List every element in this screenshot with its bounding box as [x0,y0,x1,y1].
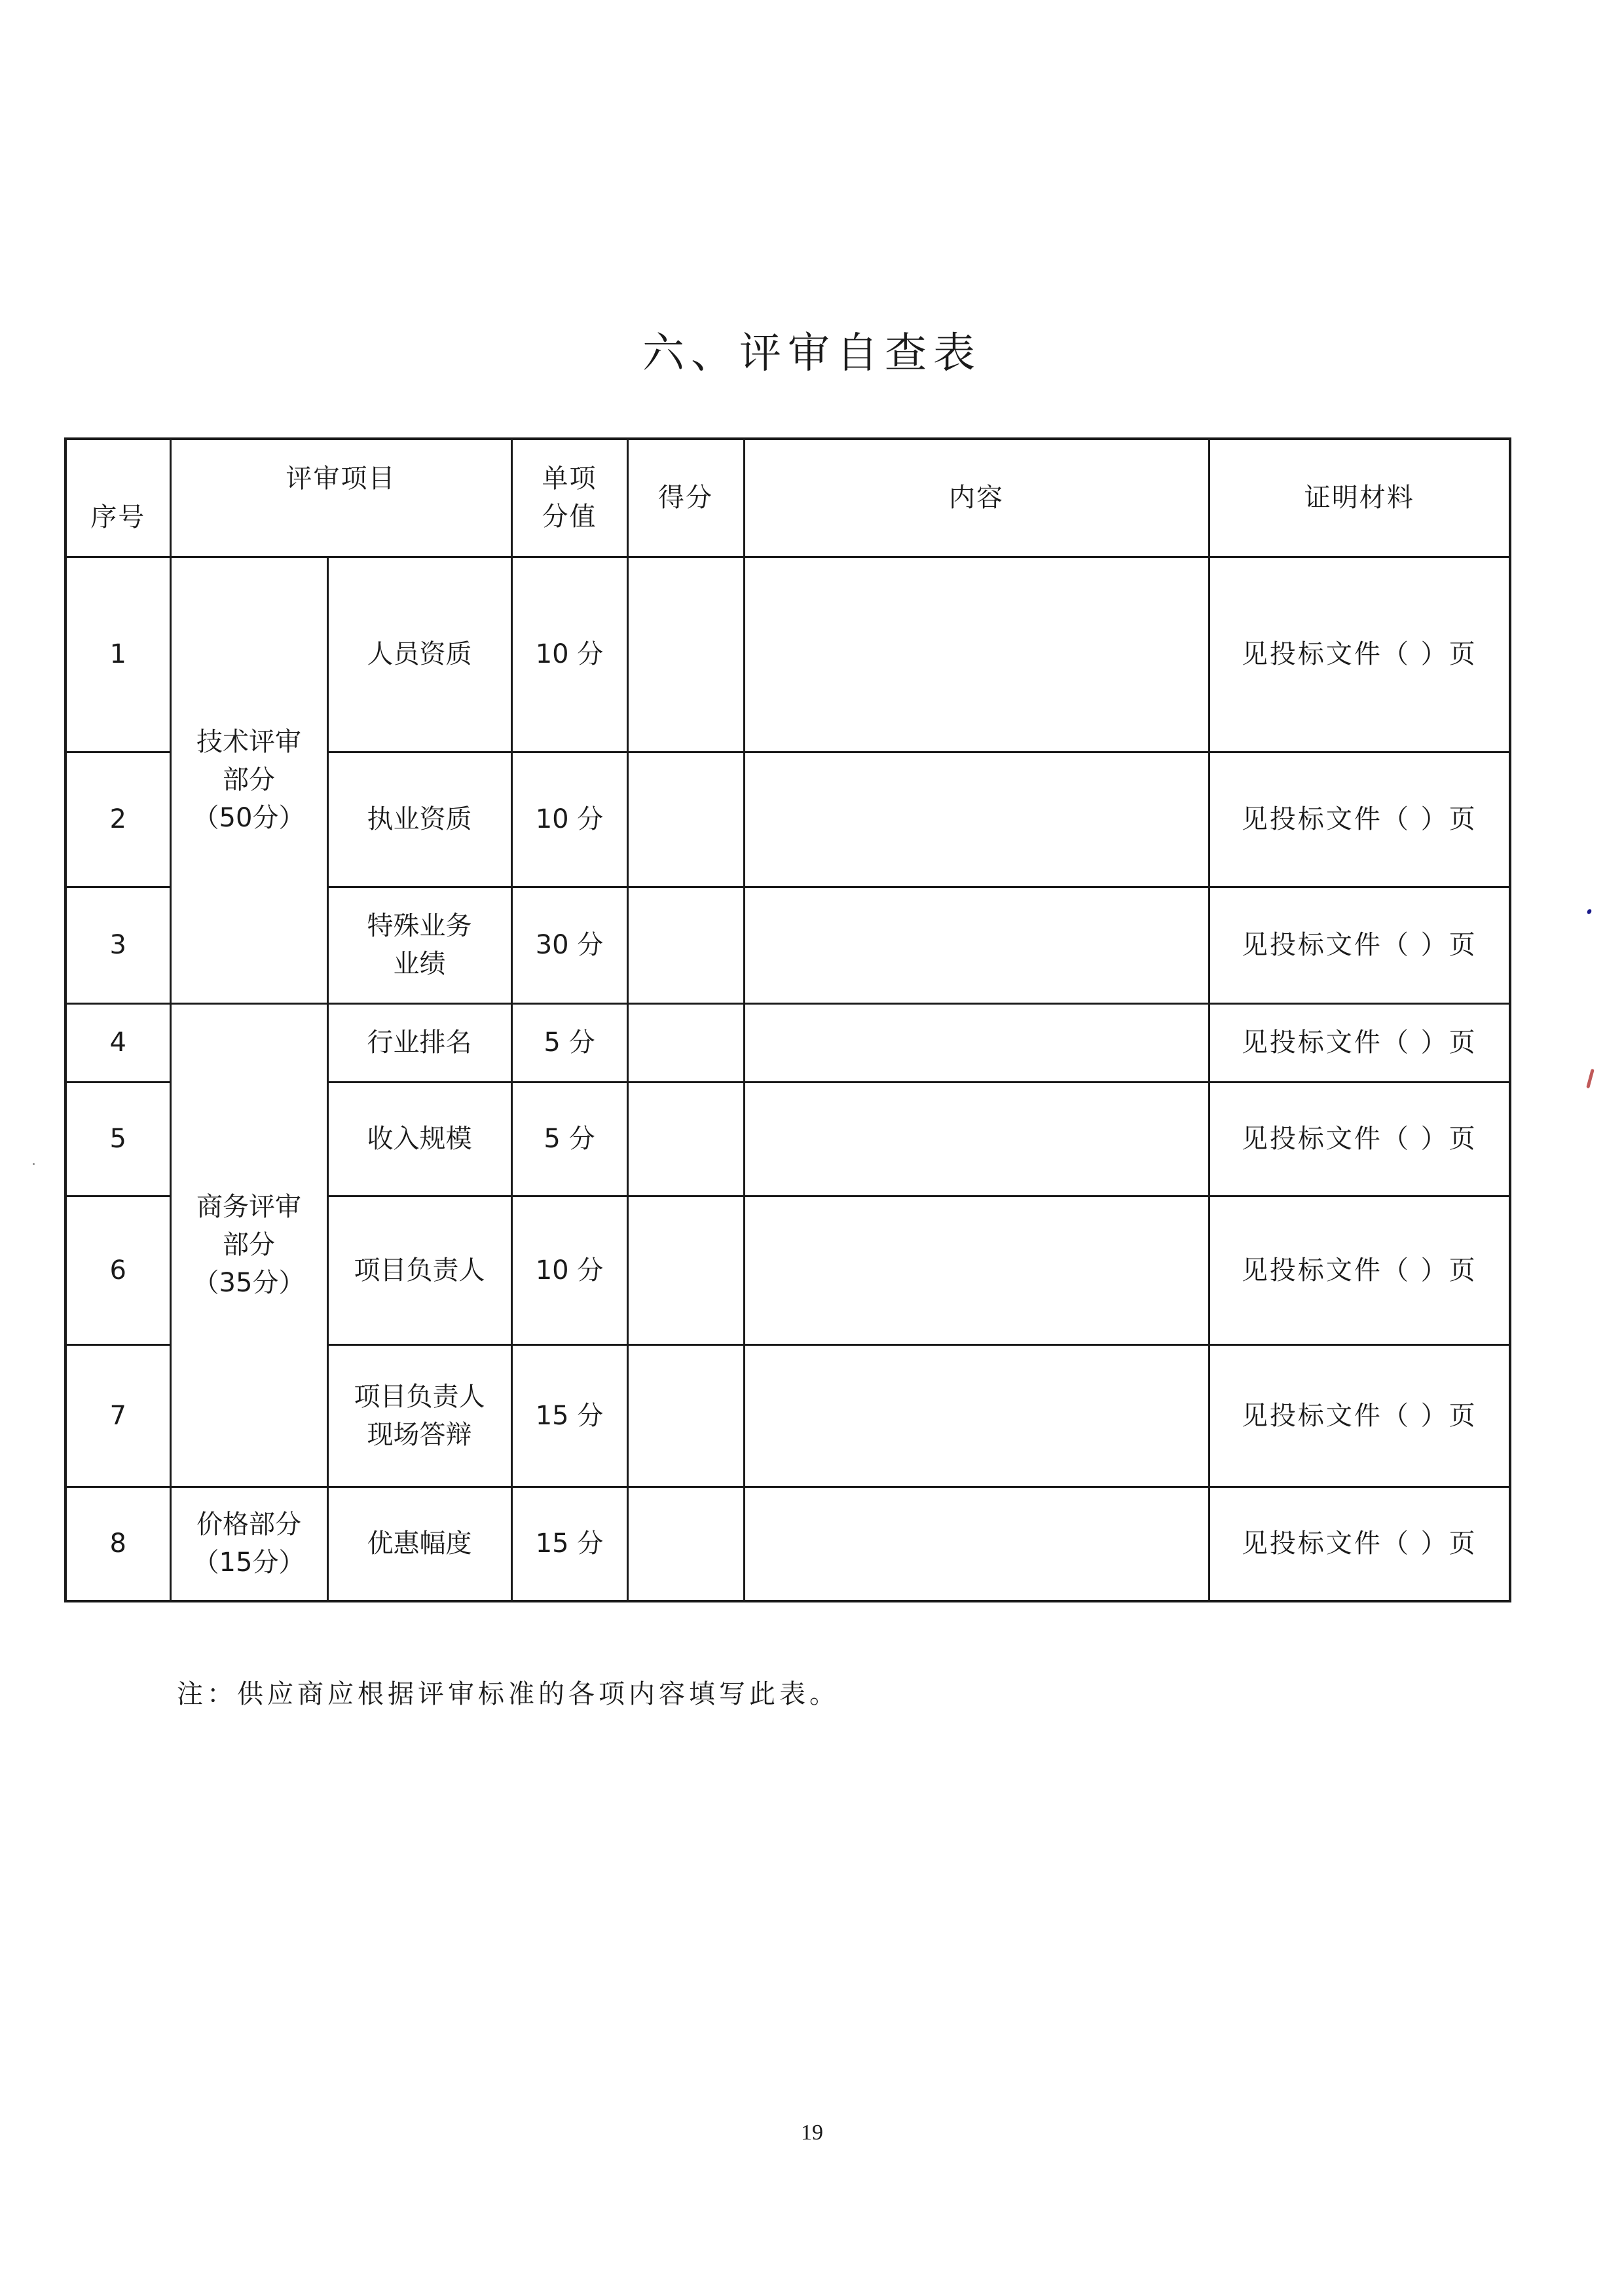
group-label-line2: 部分 [223,1230,275,1260]
row-seq: 6 [65,1196,170,1344]
group-business [170,1003,327,1487]
row-score-field[interactable] [627,887,744,1003]
row-content-field[interactable] [744,1487,1209,1601]
review-self-check-table [64,437,1511,1602]
row-unit-score: 10 分 [511,557,627,752]
row-unit-score: 5 分 [511,1082,627,1196]
row-seq: 5 [65,1082,170,1196]
group-price [170,1487,327,1601]
row-content-field[interactable] [744,752,1209,887]
row-unit-score: 15 分 [511,1487,627,1601]
row-evidence: 见投标文件（ ）页 [1209,1082,1510,1196]
row-evidence: 见投标文件（ ）页 [1209,1344,1510,1487]
item-line2: 现场答辩 [367,1419,472,1450]
row-score-field[interactable] [627,557,744,752]
row-content-field[interactable] [744,1003,1209,1082]
item-line1: 收入规模 [367,1124,472,1154]
group-technical [170,557,327,1003]
row-unit-score: 30 分 [511,887,627,1003]
group-label-line2: 部分 [223,765,275,795]
row-unit-score: 15 分 [511,1344,627,1487]
group-label-line3: （35分） [193,1268,305,1298]
group-label-line1: 商务评审 [196,1192,301,1222]
table-row [65,1487,1510,1601]
row-content-field[interactable] [744,1196,1209,1344]
header-evidence [1209,439,1510,557]
row-evidence: 见投标文件（ ）页 [1209,557,1510,752]
header-item [170,439,511,557]
item-line2: 业绩 [393,949,446,979]
row-content-field[interactable] [744,1082,1209,1196]
row-item [327,557,511,752]
seal-edge-mark [1586,1069,1595,1088]
row-item [327,1344,511,1487]
row-score-field[interactable] [627,1082,744,1196]
row-item [327,1196,511,1344]
row-seq: 4 [65,1003,170,1082]
row-seq: 3 [65,887,170,1003]
item-line1: 人员资质 [367,639,472,669]
header-seq-label: 序号 [90,502,146,532]
header-item-label: 评审项目 [286,464,396,494]
row-score-field[interactable] [627,1344,744,1487]
row-unit-score: 10 分 [511,752,627,887]
item-line1: 执业资质 [367,804,472,834]
row-content-field[interactable] [744,1344,1209,1487]
header-content [744,439,1209,557]
header-content-label: 内容 [949,483,1004,513]
group-label-line1: 价格部分 [196,1509,301,1540]
row-content-field[interactable] [744,557,1209,752]
row-score-field[interactable] [627,1487,744,1601]
header-row [65,439,1510,557]
row-seq: 7 [65,1344,170,1487]
row-seq: 2 [65,752,170,887]
row-seq: 1 [65,557,170,752]
row-evidence: 见投标文件（ ）页 [1209,1487,1510,1601]
table-row [65,557,1510,752]
row-score-field[interactable] [627,1003,744,1082]
row-unit-score: 5 分 [511,1003,627,1082]
item-line1: 特殊业务 [367,911,472,941]
row-score-field[interactable] [627,752,744,887]
header-unit-score-line2: 分值 [542,502,597,532]
page-title: 六、评审自查表 [642,329,982,378]
row-evidence: 见投标文件（ ）页 [1209,1003,1510,1082]
table-row [65,1003,1510,1082]
header-score-label: 得分 [658,483,713,513]
item-line1: 项目负责人 [354,1255,485,1286]
page-number: 19 [801,2120,823,2145]
group-label-line3: （50分） [193,803,305,833]
row-item [327,1082,511,1196]
item-line1: 项目负责人 [354,1381,485,1412]
row-item [327,1487,511,1601]
header-unit-score [511,439,627,557]
group-label-line1: 技术评审 [196,727,301,757]
row-seq: 8 [65,1487,170,1601]
item-line1: 行业排名 [367,1028,472,1058]
table-note: 注：供应商应根据评审标准的各项内容填写此表。 [177,1679,840,1709]
group-label-line2: （15分） [193,1547,305,1578]
row-unit-score: 10 分 [511,1196,627,1344]
row-item [327,752,511,887]
row-item [327,1003,511,1082]
row-content-field[interactable] [744,887,1209,1003]
row-score-field[interactable] [627,1196,744,1344]
row-evidence: 见投标文件（ ）页 [1209,1196,1510,1344]
header-unit-score-line1: 单项 [542,464,597,494]
row-item [327,887,511,1003]
header-seq [65,439,170,557]
scan-speck [33,1163,35,1165]
header-evidence-label: 证明材料 [1304,483,1414,513]
item-line1: 优惠幅度 [367,1528,472,1559]
row-evidence: 见投标文件（ ）页 [1209,887,1510,1003]
header-score [627,439,744,557]
scan-mark-dot [1586,908,1592,915]
row-evidence: 见投标文件（ ）页 [1209,752,1510,887]
